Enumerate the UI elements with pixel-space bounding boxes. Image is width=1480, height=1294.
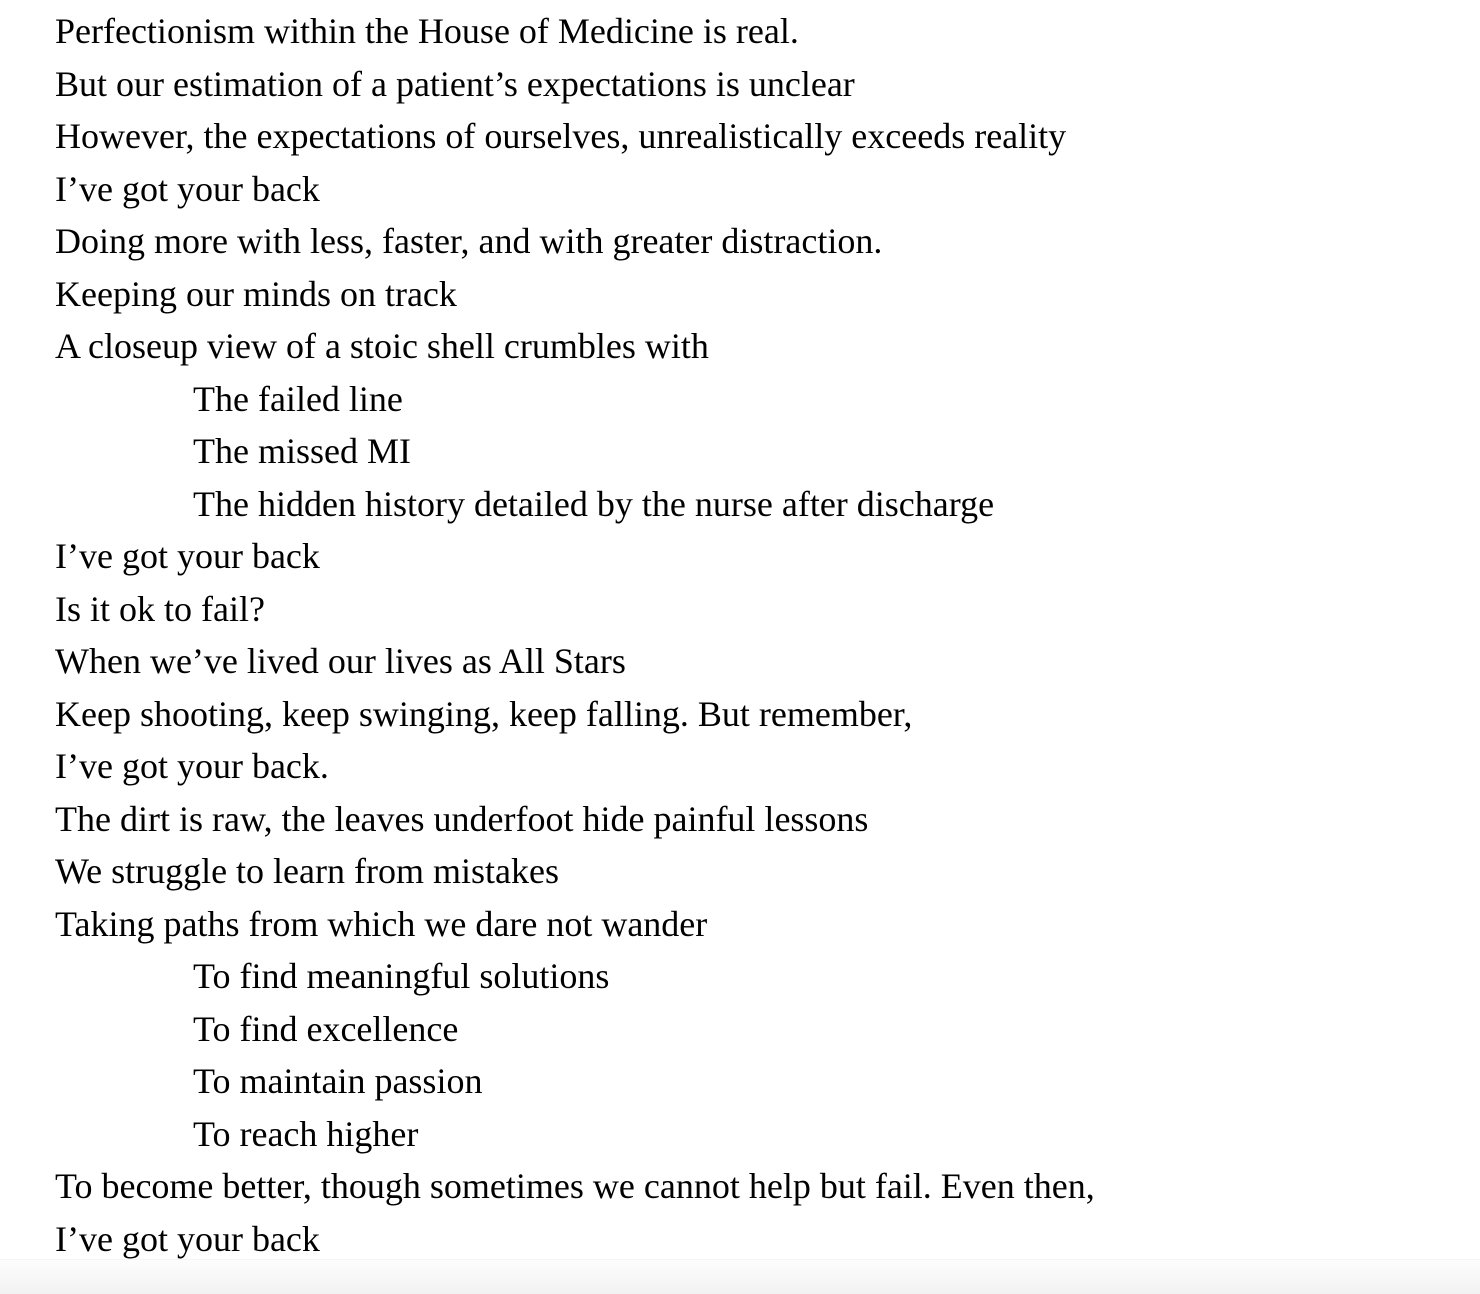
poem-line: I’ve got your back (55, 1218, 320, 1259)
poem-line: To find excellence (193, 1008, 459, 1049)
poem-line: Keeping our minds on track (55, 273, 457, 314)
poem-line: I’ve got your back (55, 536, 320, 576)
poem-line: We struggle to learn from mistakes (55, 851, 559, 891)
poem-line: Doing more with less, faster, and with greater distraction. (55, 221, 883, 261)
poem-line: To reach higher (193, 1113, 419, 1154)
poem-line: Is it ok to fail? (55, 588, 265, 629)
poem-line: A closeup view of a stoic shell crumbles with (55, 326, 709, 366)
poem-line: However, the expectations of ourselves, unrealistically exceeds reality (55, 116, 1067, 156)
poem-line: The dirt is raw, the leaves underfoot hide painful lessons (55, 798, 869, 839)
page-bottom-edge (0, 1259, 1480, 1294)
poem-line: But our estimation of a patient’s expectations is unclear (55, 63, 855, 104)
poem-line: I’ve got your back. (55, 746, 329, 786)
poem-line: I’ve got your back (55, 168, 320, 209)
poem-line: Taking paths from which we dare not wander (55, 903, 708, 944)
poem-line: To become better, though sometimes we cannot help but fail. Even then, (55, 1166, 1095, 1206)
poem-line: The hidden history detailed by the nurse after discharge (193, 483, 995, 524)
poem-line: To maintain passion (193, 1061, 483, 1101)
poem-line: When we’ve lived our lives as All Stars (55, 641, 626, 681)
poem-line: Perfectionism within the House of Medicine is real. (55, 11, 799, 51)
poem-line: The missed MI (193, 431, 411, 471)
poem-line: To find meaningful solutions (193, 956, 610, 996)
poem-line: Keep shooting, keep swinging, keep falling. But remember, (55, 693, 913, 734)
poem-line: The failed line (193, 378, 403, 419)
